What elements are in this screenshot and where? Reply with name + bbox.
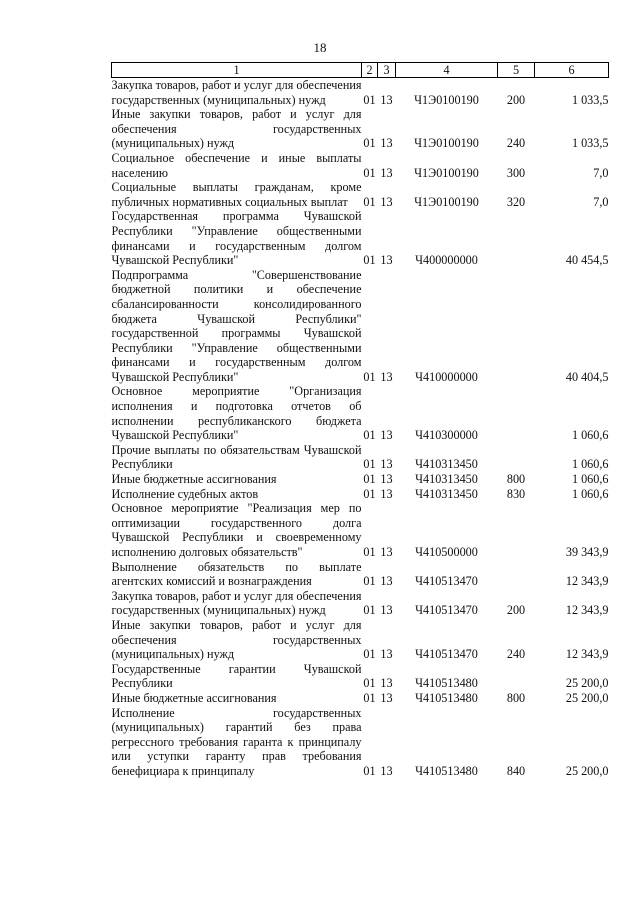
table-row <box>112 691 609 706</box>
row-amount: 1 033,5 <box>571 136 609 151</box>
header-col-4: 4 <box>396 63 498 78</box>
row-name: Выполнение обязательств по выплате агентских комиссий и вознаграждения <box>111 559 362 589</box>
table-row <box>112 443 609 472</box>
row-amount: 1 060,6 <box>571 428 609 443</box>
row-expense-type: 320 <box>506 194 526 209</box>
table-row <box>112 151 609 180</box>
row-section: 01 <box>363 676 376 691</box>
row-amount: 7,0 <box>593 194 609 209</box>
row-subsection: 13 <box>380 647 393 662</box>
table-row <box>112 180 609 209</box>
table-row <box>112 706 609 779</box>
row-subsection: 13 <box>380 457 393 472</box>
row-target-code: Ч410500000 <box>415 545 478 559</box>
row-section: 01 <box>363 603 376 618</box>
row-section: 01 <box>363 763 376 778</box>
row-subsection: 13 <box>380 545 393 559</box>
row-section: 01 <box>363 486 376 501</box>
row-name: Закупка товаров, работ и услуг для обеспечения государственных (муниципальных) нужд <box>111 78 362 107</box>
row-subsection: 13 <box>380 574 393 589</box>
row-section: 01 <box>363 369 376 384</box>
row-section: 01 <box>363 194 376 209</box>
row-subsection: 13 <box>380 472 393 487</box>
table-row <box>112 268 609 385</box>
row-subsection: 13 <box>380 165 393 180</box>
row-section: 01 <box>363 428 376 443</box>
row-subsection: 13 <box>380 486 393 501</box>
row-target-code: Ч410513470 <box>415 647 478 662</box>
row-target-code: Ч410000000 <box>415 369 478 384</box>
row-section: 01 <box>363 457 376 472</box>
row-name: Иные закупки товаров, работ и услуг для обеспечения государственных (муниципальных) нужд <box>111 617 362 662</box>
header-col-6: 6 <box>535 63 609 78</box>
row-name: Государственные гарантии Чувашской Республики <box>111 661 362 691</box>
table-row <box>112 472 609 487</box>
table-row <box>112 589 609 618</box>
row-section: 01 <box>363 545 376 559</box>
row-target-code: Ч1Э0100190 <box>414 194 479 209</box>
row-section: 01 <box>363 574 376 589</box>
row-subsection: 13 <box>380 603 393 618</box>
row-subsection: 13 <box>380 136 393 151</box>
header-col-5: 5 <box>498 63 535 78</box>
row-section: 01 <box>363 647 376 662</box>
row-section: 01 <box>363 690 376 705</box>
table-row <box>112 501 609 559</box>
row-subsection: 13 <box>380 92 393 107</box>
row-subsection: 13 <box>380 194 393 209</box>
row-section: 01 <box>363 472 376 487</box>
row-name: Иные закупки товаров, работ и услуг для обеспечения государственных (муниципальных) нужд <box>111 107 362 151</box>
header-col-2: 2 <box>362 63 378 78</box>
row-expense-type: 200 <box>506 92 526 107</box>
row-name: Основное мероприятие "Организация исполнения и подготовка отчетов об исполнении республиканского бюджета Чувашской Республики" <box>111 384 362 443</box>
row-target-code: Ч410313450 <box>415 457 478 472</box>
table-row <box>112 209 609 267</box>
row-amount: 1 060,6 <box>571 457 609 472</box>
row-amount: 1 060,6 <box>571 486 609 501</box>
row-subsection: 13 <box>380 676 393 691</box>
row-section: 01 <box>363 92 376 107</box>
row-target-code: Ч410313450 <box>415 472 478 487</box>
row-name: Государственная программа Чувашской Республики "Управление общественными финансами и государственным долгом Чувашской Республики" <box>111 209 362 268</box>
row-section: 01 <box>363 253 376 268</box>
row-target-code: Ч1Э0100190 <box>414 136 479 151</box>
row-name: Исполнение государственных (муниципальных) гарантий без права регрессного требования гаранта к принципалу или уступки гаранту прав требования бенефициара к принципалу <box>111 705 362 778</box>
row-expense-type: 830 <box>506 486 526 501</box>
table-row <box>112 487 609 502</box>
header-col-1: 1 <box>112 63 362 78</box>
row-expense-type: 200 <box>506 603 526 618</box>
row-name: Прочие выплаты по обязательствам Чувашской Республики <box>111 442 362 472</box>
row-name: Иные бюджетные ассигнования <box>111 472 277 487</box>
table-row <box>112 78 609 108</box>
row-amount: 40 454,5 <box>565 253 609 268</box>
row-target-code: Ч410513470 <box>415 574 478 589</box>
row-name: Основное мероприятие "Реализация мер по оптимизации государственного долга Чувашской Республики и своевременному исполнению долговых обязательств" <box>111 501 362 559</box>
row-subsection: 13 <box>380 253 393 268</box>
row-amount: 25 200,0 <box>565 763 609 778</box>
row-expense-type <box>498 501 535 559</box>
row-target-code: Ч410313450 <box>415 486 478 501</box>
row-subsection: 13 <box>380 690 393 705</box>
row-amount: 25 200,0 <box>565 690 609 705</box>
row-expense-type: 840 <box>506 763 526 778</box>
row-amount: 25 200,0 <box>565 676 609 691</box>
row-amount: 39 343,9 <box>565 545 609 559</box>
row-expense-type <box>498 560 535 589</box>
row-expense-type: 240 <box>506 136 526 151</box>
row-expense-type <box>498 384 535 442</box>
row-subsection: 13 <box>380 369 393 384</box>
row-name: Иные бюджетные ассигнования <box>111 690 277 705</box>
budget-table <box>111 62 609 779</box>
row-name: Социальное обеспечение и иные выплаты населению <box>111 150 362 180</box>
table-row <box>112 618 609 662</box>
row-expense-type: 800 <box>506 690 526 705</box>
row-name: Закупка товаров, работ и услуг для обеспечения государственных (муниципальных) нужд <box>111 588 362 618</box>
row-expense-type <box>498 268 535 385</box>
row-target-code: Ч410513480 <box>415 763 478 778</box>
row-amount: 1 033,5 <box>571 92 609 107</box>
table-row <box>112 384 609 442</box>
row-target-code: Ч1Э0100190 <box>414 165 479 180</box>
row-amount: 40 404,5 <box>565 369 609 384</box>
table-header-row <box>112 63 609 78</box>
row-expense-type: 300 <box>506 165 526 180</box>
row-target-code: Ч410513480 <box>415 690 478 705</box>
header-col-3: 3 <box>378 63 396 78</box>
row-target-code: Ч410513470 <box>415 603 478 618</box>
row-expense-type: 240 <box>506 647 526 662</box>
row-name: Социальные выплаты гражданам, кроме публичных нормативных социальных выплат <box>111 180 362 209</box>
row-subsection: 13 <box>380 763 393 778</box>
row-section: 01 <box>363 136 376 151</box>
page-number: 18 <box>313 40 327 55</box>
row-amount: 12 343,9 <box>565 603 609 618</box>
row-subsection: 13 <box>380 428 393 443</box>
row-expense-type <box>498 209 535 267</box>
table-row <box>112 107 609 151</box>
row-amount: 1 060,6 <box>571 472 609 487</box>
row-section: 01 <box>363 165 376 180</box>
row-expense-type: 800 <box>506 472 526 487</box>
table-row <box>112 662 609 691</box>
row-amount: 12 343,9 <box>565 574 609 589</box>
table-row <box>112 560 609 589</box>
row-amount: 12 343,9 <box>565 647 609 662</box>
row-name: Подпрограмма "Совершенствование бюджетной политики и обеспечение сбалансированности консолидированного бюджета Чувашской Республики" государственной программы Чувашской Республики "Управление общественными финансами и государственным долгом Чувашской Республики" <box>111 267 362 384</box>
row-target-code: Ч410513480 <box>415 676 478 691</box>
row-name: Исполнение судебных актов <box>111 486 259 501</box>
row-amount: 7,0 <box>593 165 609 180</box>
row-target-code: Ч410300000 <box>415 428 478 443</box>
row-target-code: Ч1Э0100190 <box>414 92 479 107</box>
row-expense-type <box>498 662 535 691</box>
row-expense-type <box>498 443 535 472</box>
row-target-code: Ч400000000 <box>415 253 478 268</box>
